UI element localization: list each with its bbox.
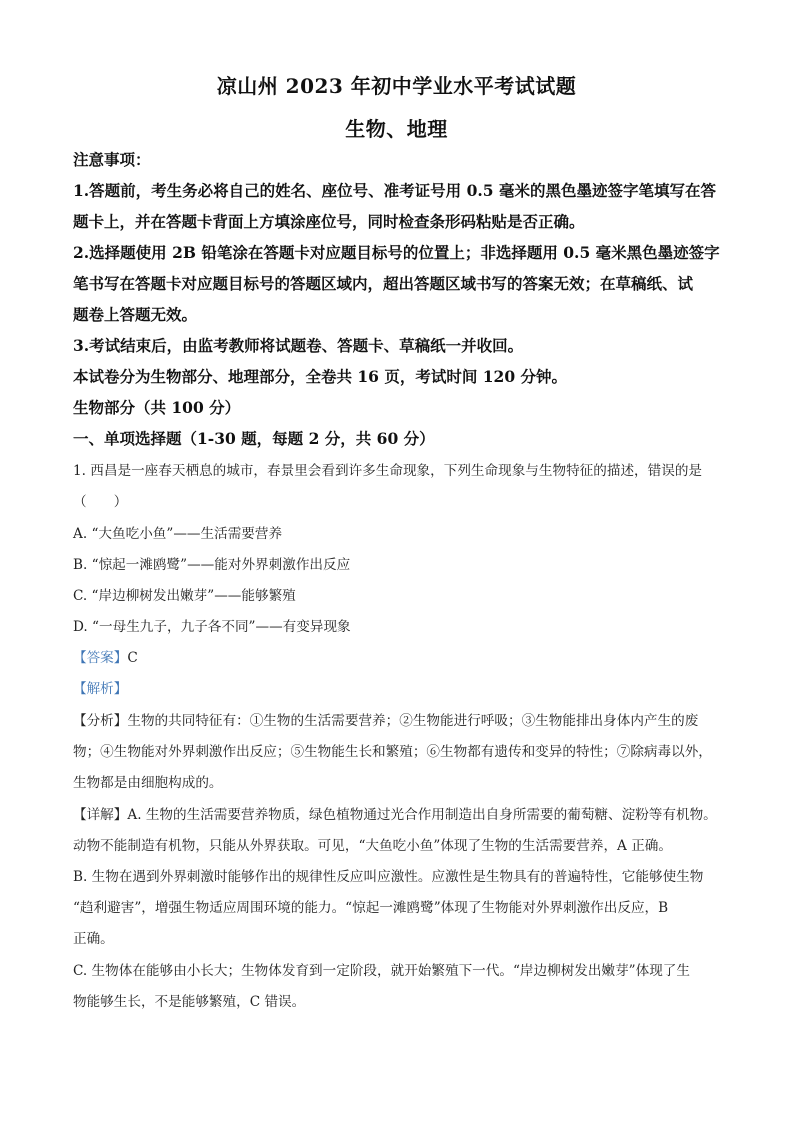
xiangjie-line-3: B. 生物在遇到外界刺激时能够作出的规律性反应叫应激性。应激性是生物具有的普遍特性，它能够使生物 bbox=[73, 869, 704, 885]
notice-item-2-line-1: 2.选择题使用 2B 铅笔涂在答题卡对应题目标号的位置上；非选择题用 0.5 毫米黑色墨迹签字 bbox=[73, 243, 720, 262]
part-title: 生物部分（共 100 分） bbox=[73, 398, 241, 417]
xiangjie-label: 【详解】 bbox=[73, 807, 128, 823]
analysis-label: 【解析】 bbox=[73, 681, 128, 697]
option-a: A. “大鱼吃小鱼”——生活需要营养 bbox=[73, 526, 283, 542]
notice-item-2-line-3: 题卷上答题无效。 bbox=[73, 305, 198, 324]
answer-label: 【答案】 bbox=[73, 650, 128, 666]
analysis-row bbox=[73, 679, 733, 699]
xiangjie-line-2: 动物不能制造有机物，只能从外界获取。可见，“大鱼吃小鱼”体现了生物的生活需要营养，A 正确。 bbox=[73, 838, 672, 854]
notice-item-1-line-2: 题卡上，并在答题卡背面上方填涂座位号，同时检查条形码粘贴是否正确。 bbox=[73, 212, 585, 231]
option-c: C. “岸边柳树发出嫩芽”——能够繁殖 bbox=[73, 588, 296, 604]
fenxi-label: 【分析】 bbox=[73, 713, 128, 729]
subsection-title: 一、单项选择题（1-30 题，每题 2 分，共 60 分） bbox=[73, 429, 435, 448]
notice-summary: 本试卷分为生物部分、地理部分，全卷共 16 页，考试时间 120 分钟。 bbox=[73, 367, 568, 386]
page-title: 凉山州 2023 年初中学业水平考试试题 bbox=[216, 74, 577, 98]
xiangjie-line-7: 物能够生长，不是能够繁殖，C 错误。 bbox=[73, 994, 306, 1010]
xiangjie-text: A. 生物的生活需要营养物质，绿色植物通过光合作用制造出自身所需要的葡萄糖、淀粉等有机物。 bbox=[127, 807, 717, 823]
question-stem-line-2: （ ） bbox=[73, 494, 128, 510]
page-subtitle: 生物、地理 bbox=[345, 117, 448, 141]
xiangjie-line-6: C. 生物体在能够由小长大；生物体发育到一定阶段，就开始繁殖下一代。“岸边柳树发出嫩芽”体现了生 bbox=[73, 963, 690, 979]
fenxi-line-1 bbox=[73, 711, 733, 731]
fenxi-text: 生物的共同特征有：①生物的生活需要营养；②生物能进行呼吸；③生物能排出身体内产生的废 bbox=[127, 713, 699, 729]
notice-item-2-line-2: 笔书写在答题卡对应题目标号的答题区域内，超出答题区域书写的答案无效；在草稿纸、试 bbox=[73, 274, 694, 293]
fenxi-line-3: 生物都是由细胞构成的。 bbox=[73, 775, 223, 791]
xiangjie-line-5: 正确。 bbox=[73, 931, 114, 947]
option-d: D. “一母生九子，九子各不同”——有变异现象 bbox=[73, 619, 351, 635]
question-stem-line-1: 1. 西昌是一座春天栖息的城市，春景里会看到许多生命现象，下列生命现象与生物特征的描述，错误的是 bbox=[73, 463, 703, 479]
notice-item-1-line-1: 1.答题前，考生务必将自己的姓名、座位号、准考证号用 0.5 毫米的黑色墨迹签字笔填写在答 bbox=[73, 181, 716, 200]
option-b: B. “惊起一滩鸥鹭”——能对外界刺激作出反应 bbox=[73, 557, 351, 573]
answer-row bbox=[73, 648, 733, 668]
xiangjie-line-4: “趋利避害”，增强生物适应周围环境的能力。“惊起一滩鸥鹭”体现了生物能对外界刺激作出反应，B bbox=[73, 900, 669, 916]
xiangjie-line-1 bbox=[73, 805, 733, 825]
answer-value: C bbox=[127, 650, 138, 666]
fenxi-line-2: 物；④生物能对外界刺激作出反应；⑤生物能生长和繁殖；⑥生物都有遗传和变异的特性；⑦除病毒以外， bbox=[73, 744, 712, 760]
notice-heading: 注意事项： bbox=[73, 150, 151, 169]
notice-item-3: 3.考试结束后，由监考教师将试题卷、答题卡、草稿纸一并收回。 bbox=[73, 336, 524, 355]
